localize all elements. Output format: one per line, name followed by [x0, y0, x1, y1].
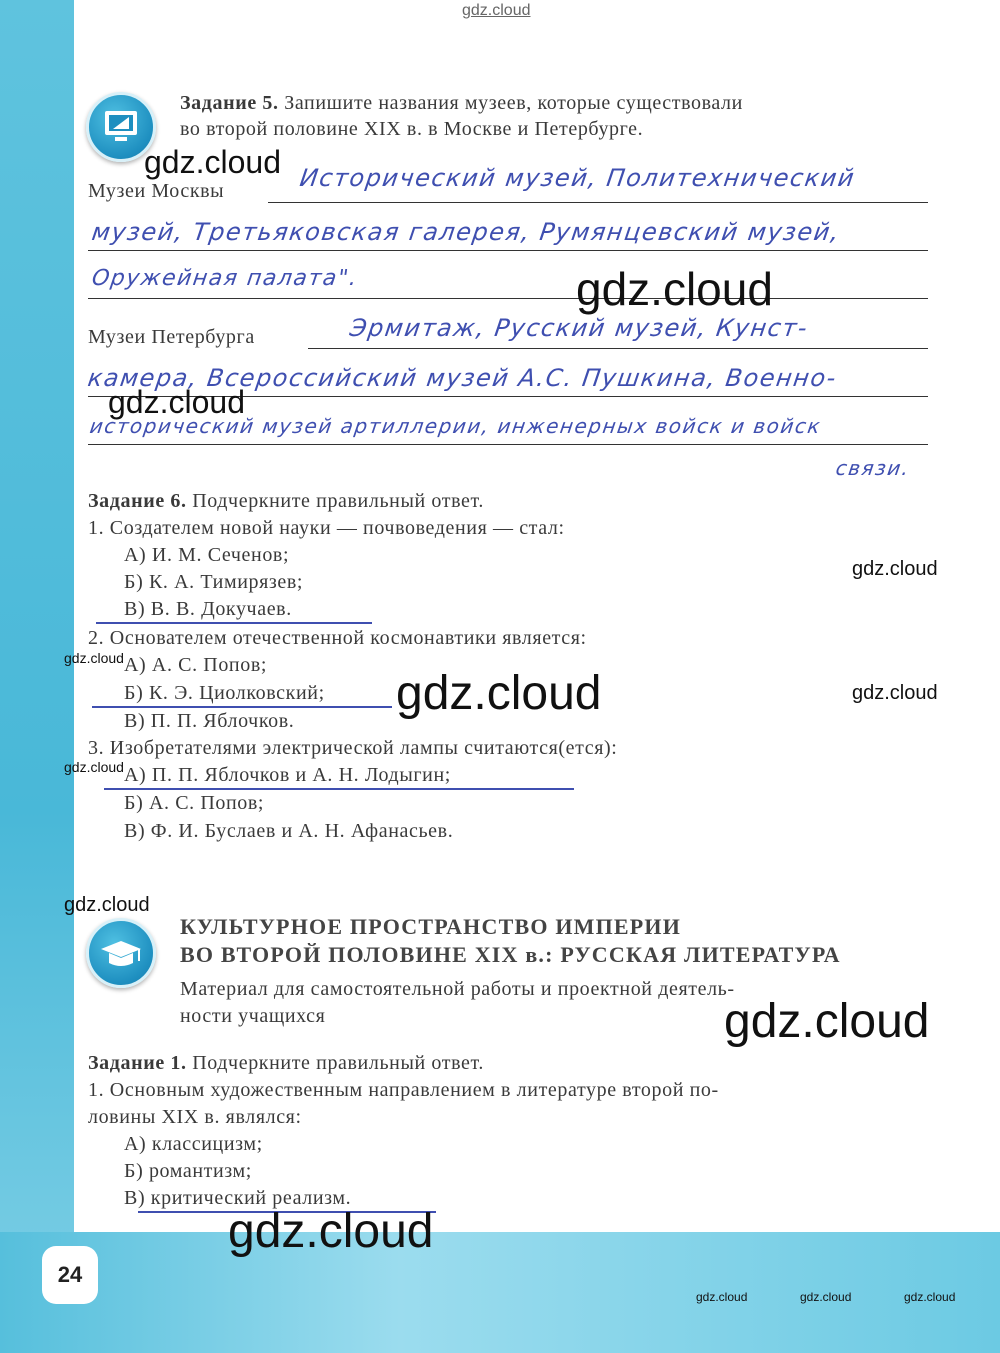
task6-q1-option: А) И. М. Сеченов; [124, 544, 290, 566]
task1-title: Задание 1. [88, 1052, 187, 1074]
task6-q2: 2. Основателем отечественной космонавтики является: [88, 627, 587, 649]
task6-instruction: Подчеркните правильный ответ. [192, 490, 484, 512]
answer-line [308, 348, 928, 349]
task6-q2-option: Б) К. Э. Циолковский; [124, 682, 325, 704]
watermark: gdz.cloud [576, 263, 773, 315]
watermark: gdz.cloud [64, 759, 124, 775]
watermark: gdz.cloud [64, 650, 124, 666]
task1-instruction: Подчеркните правильный ответ. [192, 1052, 484, 1074]
watermark: gdz.cloud [852, 682, 938, 704]
task5-text1: Запишите названия музеев, которые существовали [284, 92, 743, 114]
graduation-cap-icon [86, 918, 156, 988]
spb-answer-line2: камера, Всероссийский музей А.С. Пушкина, Военно- [86, 364, 839, 392]
spb-answer-line4: связи. [834, 456, 912, 480]
task6-heading [88, 490, 484, 513]
moscow-answer-line3: Оружейная палата". [90, 266, 360, 291]
section-subtitle-line2: ности учащихся [180, 1005, 326, 1027]
page-margin-band [0, 0, 74, 1353]
spb-answer-line1: Эрмитаж, Русский музей, Кунст- [348, 314, 811, 342]
answer-line [268, 202, 928, 203]
task1-q1-line1: 1. Основным художественным направлением в литературе второй по- [88, 1079, 719, 1101]
task5-title: Задание 5. [180, 92, 279, 114]
answer-line [88, 444, 928, 445]
answer-line [88, 250, 928, 251]
answer-underline [92, 706, 392, 708]
answer-underline [104, 788, 574, 790]
task1-q1-line2: ловины XIX в. являлся: [88, 1106, 302, 1128]
task6-q1-option: Б) К. А. Тимирязев; [124, 571, 304, 593]
task5-text2: во второй половине XIX в. в Москве и Петербурге. [180, 118, 644, 140]
spb-label: Музеи Петербурга [88, 326, 255, 348]
watermark: gdz.cloud [108, 384, 245, 420]
moscow-answer-line1: Исторический музей, Политехнический [298, 164, 858, 192]
watermark: gdz.cloud [800, 1290, 852, 1304]
task1-q1-option: В) критический реализм. [124, 1187, 352, 1209]
task6-q3-option: А) П. П. Яблочков и А. Н. Лодыгин; [124, 764, 451, 786]
task1-q1-option: А) классицизм; [124, 1133, 263, 1155]
task6-q3: 3. Изобретателями электрической лампы считаются(ется): [88, 737, 618, 759]
watermark: gdz.cloud [696, 1290, 748, 1304]
moscow-answer-line2: музей, Третьяковская галерея, Румянцевский музей, [90, 218, 843, 246]
task6-q1-option: В) В. В. Докучаев. [124, 598, 292, 620]
spb-answer-line3: исторический музей артиллерии, инженерных войск и войск [88, 414, 823, 438]
moscow-label: Музеи Москвы [88, 180, 225, 202]
task6-q3-option: Б) А. С. Попов; [124, 792, 265, 814]
section-title-line1: КУЛЬТУРНОЕ ПРОСТРАНСТВО ИМПЕРИИ [180, 914, 682, 939]
section-subtitle-line1: Материал для самостоятельной работы и проектной деятель- [180, 978, 735, 1000]
watermark-top: gdz.cloud [462, 2, 531, 19]
answer-underline [96, 622, 372, 624]
section-title-line2: ВО ВТОРОЙ ПОЛОВИНЕ XIX в.: РУССКАЯ ЛИТЕРАТУРА [180, 942, 841, 967]
task5-line1 [180, 92, 743, 115]
watermark: gdz.cloud [396, 667, 602, 720]
watermark: gdz.cloud [904, 1290, 956, 1304]
watermark: gdz.cloud [228, 1205, 434, 1258]
watermark: gdz.cloud [852, 558, 938, 580]
task6-q3-option: В) Ф. И. Буслаев и А. Н. Афанасьев. [124, 820, 454, 842]
task6-q2-option: А) А. С. Попов; [124, 654, 268, 676]
task6-title: Задание 6. [88, 490, 187, 512]
task1-heading [88, 1052, 484, 1075]
task6-q2-option: В) П. П. Яблочков. [124, 710, 295, 732]
watermark: gdz.cloud [724, 995, 930, 1048]
task6-q1: 1. Создателем новой науки — почвоведения — стал: [88, 517, 565, 539]
page-number: 24 [42, 1246, 98, 1304]
answer-line [88, 298, 928, 299]
watermark: gdz.cloud [64, 894, 150, 916]
watermark: gdz.cloud [144, 144, 281, 180]
task1-q1-option: Б) романтизм; [124, 1160, 252, 1182]
